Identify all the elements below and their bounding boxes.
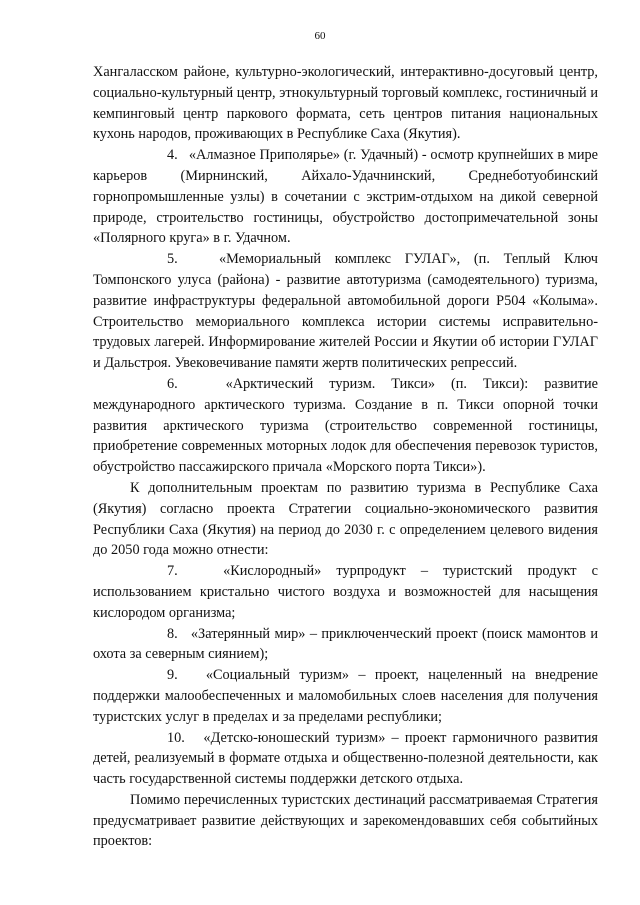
list-number: 10. xyxy=(167,729,185,746)
paragraph xyxy=(93,249,598,374)
paragraph-text: «Кислородный» турпродукт – туристский продукт с использованием кристально чистого воздуха и возможностей для насыщения кислородом организма; xyxy=(93,563,598,621)
paragraph-text: «Алмазное Приполярье» (г. Удачный) - осмотр крупнейших в мире карьеров (Мирнинский, Айхало-Удачнинский, Среднеботуобинский горнопромышленные узлы) в сочетании с экстрим-отдыхом на дикой северной природе, строительство гостиницы, обустройство достопримечательной зоны «Полярного круга» в г. Удачном. xyxy=(93,147,598,247)
paragraph xyxy=(93,478,598,561)
paragraph-text: К дополнительным проектам по развитию туризма в Республике Саха (Якутия) согласно проекта Стратегии социально-экономического развития Республики Саха (Якутия) на период до 2030 г. с определением целевого видения до 2050 года можно отнести: xyxy=(93,479,598,559)
paragraph-text: «Мемориальный комплекс ГУЛАГ», (п. Теплый Ключ Томпонского улуса (района) - развитие автотуризма (самодеятельного) туризма, развитие инфраструктуры федеральной автомобильной дороги Р504 «Колыма». Строительство мемориального комплекса истории системы исправительно-трудовых лагерей. Информирование жителей России и Якутии об истории ГУЛАГ и Дальстроя. Увековечивание памяти жертв политических репрессий. xyxy=(93,251,598,372)
paragraph-text: «Арктический туризм. Тикси» (п. Тикси): развитие международного арктического туризма. Создание в п. Тикси опорной точки развития арктического туризма (строительство современной гостиницы, приобретение современных моторных лодок для обеспечения перевозок туристов, обустройство пассажирского причала «Морского порта Тикси»). xyxy=(93,375,598,476)
list-number: 9. xyxy=(167,667,178,684)
paragraph xyxy=(93,790,598,852)
paragraph xyxy=(93,374,598,478)
paragraph xyxy=(93,145,598,249)
list-number: 6. xyxy=(167,375,178,392)
paragraph-text: «Социальный туризм» – проект, нацеленный на внедрение поддержки малообеспеченных и маломобильных слоев населения для получения туристских услуг в пределах и за пределами республики; xyxy=(93,667,598,725)
list-number: 7. xyxy=(167,563,178,580)
paragraph xyxy=(93,728,598,790)
page-number: 60 xyxy=(314,30,326,42)
body-text xyxy=(93,62,598,852)
list-number: 8. xyxy=(167,625,178,642)
paragraph-text: Хангаласском районе, культурно-экологический, интерактивно-досуговый центр, социально-культурный центр, этнокультурный торговый комплекс, гостиничный и кемпинговый центр паркового формата, сеть центров питания национальных кухонь народов, проживающих в Республике Саха (Якутия). xyxy=(93,64,598,143)
paragraph-text: Помимо перечисленных туристских дестинаций рассматриваемая Стратегия предусматривает развитие действующих и зарекомендовавших себя событийных проектов: xyxy=(93,791,598,850)
paragraph xyxy=(93,62,598,145)
paragraph-text: «Затерянный мир» – приключенческий проект (поиск мамонтов и охота за северным сиянием); xyxy=(93,625,598,663)
paragraph xyxy=(93,624,598,666)
list-number: 5. xyxy=(167,251,178,268)
paragraph xyxy=(93,665,598,727)
paragraph-text: «Детско-юношеский туризм» – проект гармоничного развития детей, реализуемый в формате отдыха и общественно-полезной деятельности, как часть государственной системы поддержки детского отдыха. xyxy=(93,729,598,788)
paragraph xyxy=(93,561,598,623)
list-number: 4. xyxy=(167,147,178,164)
